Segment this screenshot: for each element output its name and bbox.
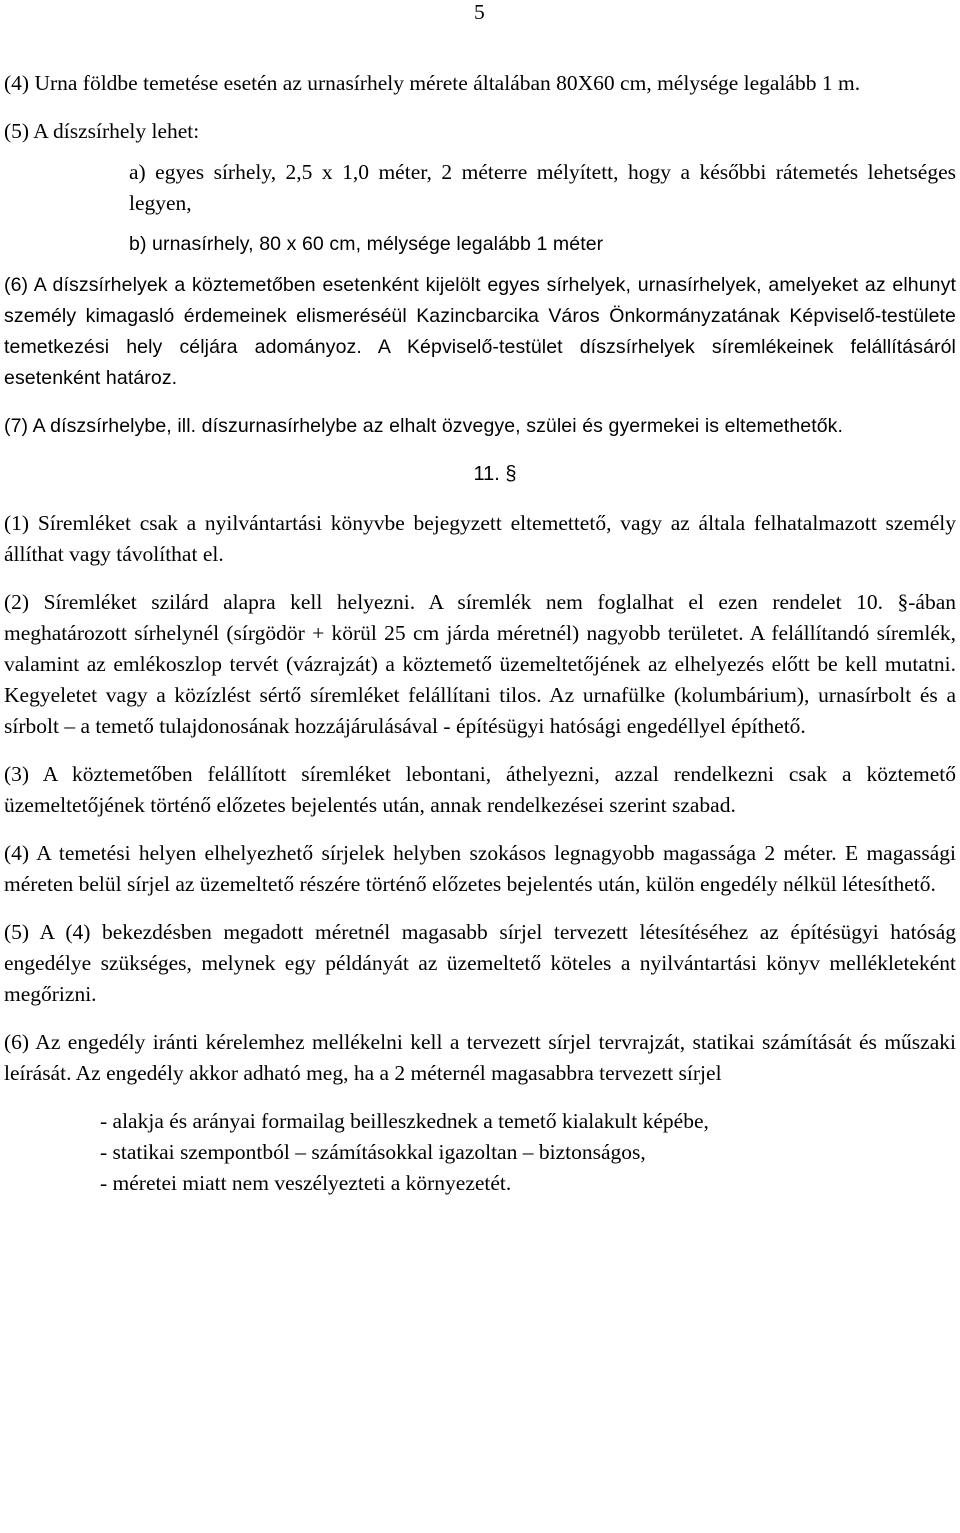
document-body [4, 68, 956, 1199]
paragraph-7: (7) A díszsírhelybe, ill. díszurnasírhelybe az elhalt özvegye, szülei és gyermekei is eltemethetők. [4, 415, 844, 437]
page-number: 5 [474, 0, 485, 24]
section-paragraph-1: (1) Síremléket csak a nyilvántartási könyvbe bejegyzett eltemettető, vagy az általa felhatalmazott személy állíthat vagy távolíthat el. [4, 511, 956, 566]
paragraph-4: (4) Urna földbe temetése esetén az urnasírhely mérete általában 80X60 cm, mélysége legalább 1 m. [4, 71, 861, 95]
paragraph-5-intro: (5) A díszsírhely lehet: [4, 119, 200, 143]
list-item: - alakja és arányai formailag beilleszkednek a temető kialakult képébe, [100, 1109, 709, 1133]
paragraph-6: (6) A díszsírhelyek a köztemetőben esetenként kijelölt egyes sírhelyek, urnasírhelyek, amelyeket az elhunyt személy kimagasló érdemeinek elismeréséül Kazincbarcika Város Önkormányzatának Képviselő-testülete temetkezési hely céljára adományoz. A Képviselő-testület díszsírhelyek síremlékeinek felállításáról esetenként határoz. [4, 274, 956, 389]
section-paragraph-6: (6) Az engedély iránti kérelemhez mellékelni kell a tervezett sírjel tervrajzát, statikai számítását és műszaki leírását. Az engedély akkor adható meg, ha a 2 méternél magasabbra tervezett sírjel [4, 1030, 956, 1085]
section-heading: 11. § [473, 463, 517, 485]
section-paragraph-4: (4) A temetési helyen elhelyezhető sírjelek helyben szokásos legnagyobb magassága 2 méter. E magassági méreten belül sírjel az üzemeltető részére történő előzetes bejelentés után, külön engedély nélkül létesíthető. [4, 841, 956, 896]
paragraph-5-item-a: a) egyes sírhely, 2,5 x 1,0 méter, 2 méterre mélyített, hogy a későbbi rátemetés lehetséges legyen, [129, 160, 956, 215]
paragraph-5-item-b: b) urnasírhely, 80 x 60 cm, mélysége legalább 1 méter [129, 233, 604, 255]
requirements-list [4, 1106, 956, 1199]
section-paragraph-3: (3) A köztemetőben felállított síremléket lebontani, áthelyezni, azzal rendelkezni csak a köztemető üzemeltetőjének történő előzetes bejelentés után, annak rendelkezései szerint szabad. [4, 762, 956, 817]
list-item: - méretei miatt nem veszélyezteti a környezetét. [100, 1171, 512, 1195]
list-item: - statikai szempontból – számításokkal igazoltan – biztonságos, [100, 1140, 646, 1164]
section-paragraph-5: (5) A (4) bekezdésben megadott méretnél magasabb sírjel tervezett létesítéséhez az építésügyi hatóság engedélye szükséges, melynek egy példányát az üzemeltető köteles a nyilvántartási könyv mellékleteként megőrizni. [4, 920, 956, 1006]
section-paragraph-2: (2) Síremléket szilárd alapra kell helyezni. A síremlék nem foglalhat el ezen rendelet 10. §-ában meghatározott sírhelynél (sírgödör + körül 25 cm járda méretnél) nagyobb területet. A felállítandó síremlék, valamint az emlékoszlop tervét (vázrajzát) a köztemető üzemeltetőjének az elhelyezés előtt be kell mutatni. Kegyeletet vagy a közízlést sértő síremléket felállítani tilos. Az urnafülke (kolumbárium), urnasírbolt és a sírbolt – a temető tulajdonosának hozzájárulásával - építésügyi hatósági engedéllyel építhető. [4, 590, 956, 738]
